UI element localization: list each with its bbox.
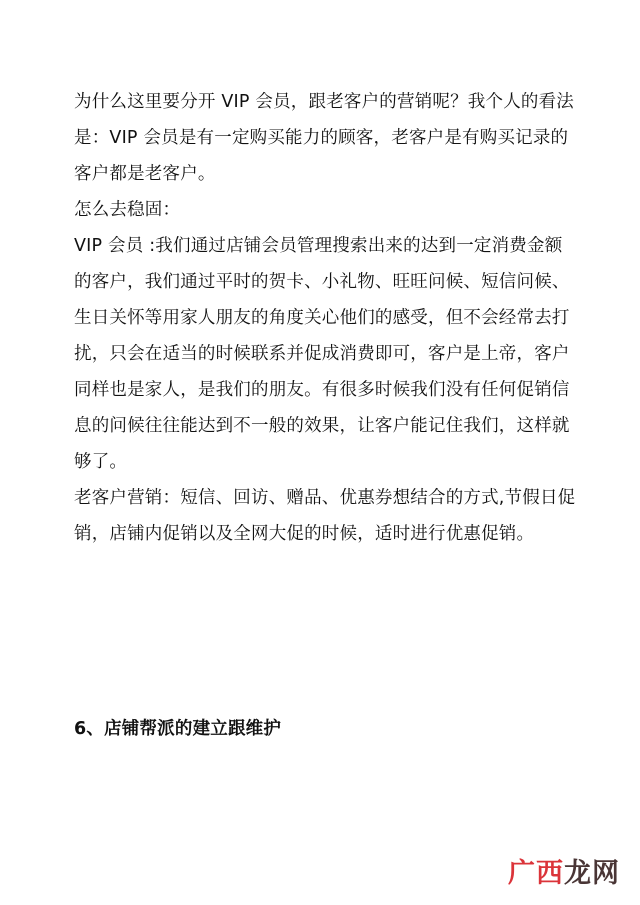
paragraph-vip-members: VIP 会员 :我们通过店铺会员管理搜索出来的达到一定消费金额的客户，我们通过平时的贺卡、小礼物、旺旺问候、短信问候、生日关怀等用家人朋友的角度关心他们的感受，但不会经常去打扰，只会在适当的时候联系并促成消费即可，客户是上帝，客户同样也是家人，是我们的朋友。有很多时候我们没有任何促销信息的问候往往能达到不一般的效果，让客户能记住我们，这样就够了。 [74,236,570,472]
section-heading: 6、店铺帮派的建立跟维护 [74,719,282,739]
site-watermark-logo [508,856,620,892]
document-body [74,84,578,552]
watermark-dark-text: 龙网 [564,858,620,889]
paragraph-vip-vs-old-customers: 为什么这里要分开 VIP 会员，跟老客户的营销呢？我个人的看法是：VIP 会员是有一定购买能力的顾客，老客户是有购买记录的客户都是老客户。 [74,92,575,184]
watermark-red-text: 广西 [508,858,564,889]
paragraph-how-to-stabilize: 怎么去稳固： [74,200,181,220]
paragraph-old-customer-marketing: 老客户营销：短信、回访、赠品、优惠券想结合的方式,节假日促销，店铺内促销以及全网大促的时候，适时进行优惠促销。 [74,488,576,544]
